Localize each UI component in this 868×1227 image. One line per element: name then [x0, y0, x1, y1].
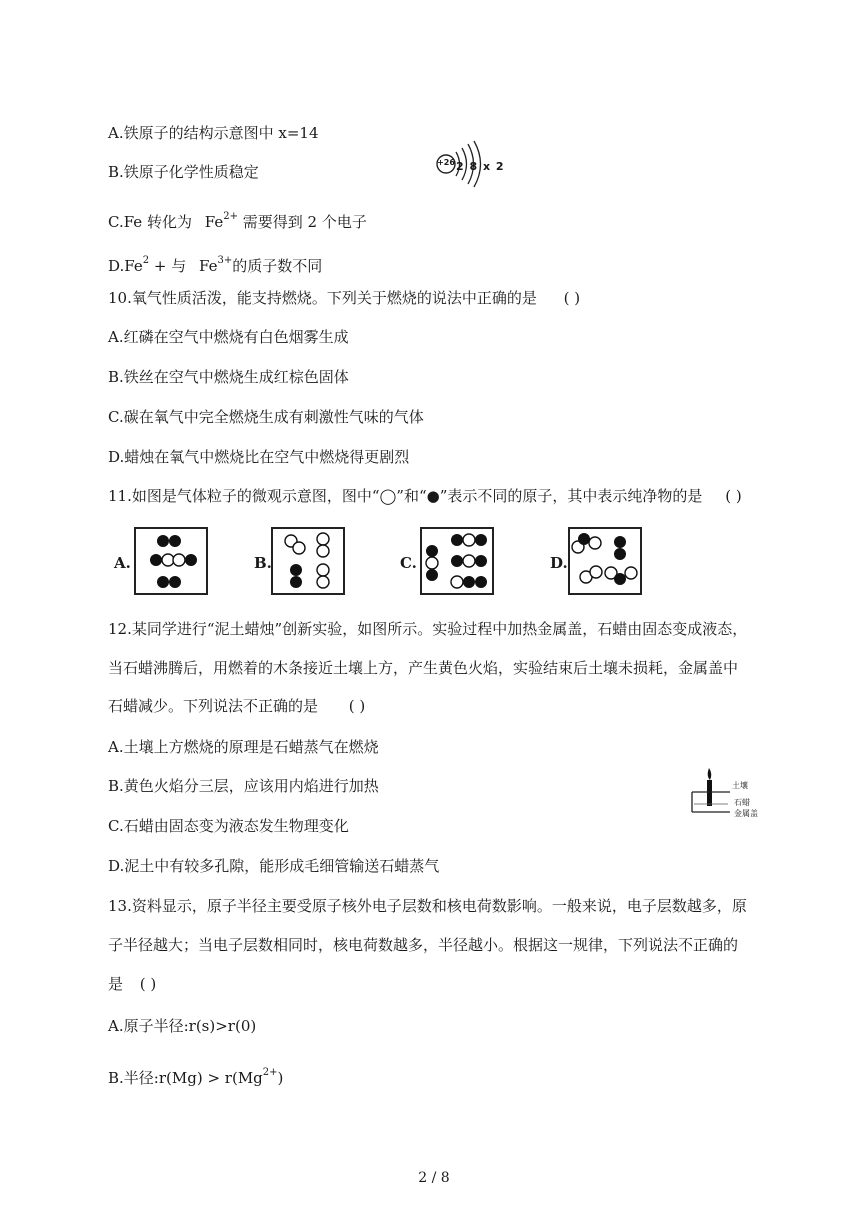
white-atom — [317, 545, 329, 557]
q9-option-d-charge2: 3+ — [217, 255, 233, 266]
white-atom — [463, 534, 475, 546]
flame-shape — [708, 768, 712, 780]
q12-option-a: A.土壤上方燃烧的原理是石蜡蒸气在燃烧 — [108, 738, 379, 756]
black-atom — [426, 569, 438, 581]
q10-option-a: A.红磷在空气中燃烧有白色烟雾生成 — [108, 328, 349, 346]
q11-label-a: A. — [114, 554, 131, 572]
q9-option-d-post: 的质子数不同 — [232, 257, 323, 275]
q9-option-d-mid: + 与 — [153, 257, 187, 275]
black-atom — [614, 548, 626, 560]
black-atom — [451, 555, 463, 567]
q10-stem — [108, 287, 580, 309]
black-atom — [290, 576, 302, 588]
q10-answer-paren: ( ) — [563, 289, 581, 307]
white-atom — [293, 542, 305, 554]
black-atom — [475, 555, 487, 567]
q9-option-a: A.铁原子的结构示意图中 x=14 — [108, 124, 319, 142]
white-atom — [317, 564, 329, 576]
q12-option-b: B.黄色火焰分三层，应该用内焰进行加热 — [108, 777, 379, 795]
q9-option-d-ion: Fe — [199, 257, 218, 275]
q13-line-3 — [108, 973, 156, 995]
q11-stem — [108, 485, 742, 507]
q13-option-b-pre: B.半径: — [108, 1069, 159, 1087]
black-atom — [463, 576, 475, 588]
q11-label-c: C. — [400, 554, 417, 572]
white-atom — [589, 537, 601, 549]
q13-line-2: 子半径越大；当电子层数相同时，核电荷数越多，半径越小。根据这一规律，下列说法不正确的 — [108, 936, 739, 954]
q13-line-3-text: 是 — [108, 975, 124, 993]
white-atom — [463, 555, 475, 567]
q9-option-d — [108, 250, 322, 277]
black-atom — [578, 533, 590, 545]
q13-option-b-charge: 2+ — [262, 1067, 278, 1078]
particle-box-c — [420, 527, 494, 595]
q9-option-b: B.铁原子化学性质稳定 — [108, 163, 259, 181]
fig-label-wax: 石蜡 — [734, 798, 750, 807]
q11-stem-text: 11.如图是气体粒子的微观示意图，图中“◯”和“●”表示不同的原子，其中表示纯净物的是 — [108, 487, 703, 505]
atom-shell-label: 2 8 x 2 — [456, 160, 505, 173]
q11-label-d: D. — [550, 554, 568, 572]
q13-option-a: A.原子半径:r(s)>r(0) — [108, 1017, 257, 1035]
q10-option-d: D.蜡烛在氧气中燃烧比在空气中燃烧得更剧烈 — [108, 448, 410, 466]
fig-label-soil: 土壤 — [732, 781, 748, 790]
mud-candle-apparatus — [686, 768, 734, 820]
q13-option-b-close: ) — [277, 1069, 284, 1087]
black-atom — [185, 554, 197, 566]
white-atom — [590, 566, 602, 578]
black-atom — [169, 576, 181, 588]
q12-line-2: 当石蜡沸腾后，用燃着的木条接近土壤上方，产生黄色火焰，实验结束后土壤未损耗，金属盖中 — [108, 659, 739, 677]
q12-line-1: 12.某同学进行“泥土蜡烛”创新实验，如图所示。实验过程中加热金属盖，石蜡由固态变成液态， — [108, 620, 748, 638]
q10-option-b: B.铁丝在空气中燃烧生成红棕色固体 — [108, 368, 349, 386]
white-atom — [162, 554, 174, 566]
atom-nucleus-label: +26 — [437, 158, 455, 167]
q12-option-d: D.泥土中有较多孔隙，能形成毛细管输送石蜡蒸气 — [108, 857, 440, 875]
q13-answer-paren: ( ) — [139, 975, 157, 993]
q13-line-1: 13.资料显示，原子半径主要受原子核外电子层数和核电荷数影响。一般来说，电子层数越多，原 — [108, 897, 747, 915]
black-atom — [157, 576, 169, 588]
soil-column — [707, 780, 712, 806]
white-atom — [317, 533, 329, 545]
black-atom — [614, 573, 626, 585]
q9-option-d-charge1: 2 — [142, 255, 150, 266]
black-atom — [614, 536, 626, 548]
q10-stem-text: 10.氧气性质活泼，能支持燃烧。下列关于燃烧的说法中正确的是 — [108, 289, 537, 307]
black-atom — [426, 545, 438, 557]
q13-option-b — [108, 1062, 283, 1089]
black-atom — [290, 564, 302, 576]
q9-option-c-ion: Fe — [204, 213, 224, 231]
particle-box-b — [271, 527, 345, 595]
black-atom — [150, 554, 162, 566]
q9-option-c-post: 需要得到 2 个电子 — [242, 213, 367, 231]
q9-option-c-pre: C.Fe 转化为 — [108, 213, 192, 231]
q12-answer-paren: ( ) — [348, 697, 366, 715]
q9-option-c-charge: 2+ — [223, 211, 238, 222]
q12-line-3-text: 石蜡减少。下列说法不正确的是 — [108, 697, 319, 715]
black-atom — [451, 534, 463, 546]
q11-label-b: B. — [254, 554, 272, 572]
q9-option-d-pre: D.Fe — [108, 257, 143, 275]
white-atom — [426, 557, 438, 569]
particle-box-d — [568, 527, 642, 595]
q12-line-3 — [108, 695, 365, 717]
particle-box-a — [134, 527, 208, 595]
white-atom — [625, 567, 637, 579]
black-atom — [475, 576, 487, 588]
q11-answer-paren: ( ) — [725, 487, 742, 505]
white-atom — [317, 576, 329, 588]
q12-option-c: C.石蜡由固态变为液态发生物理变化 — [108, 817, 349, 835]
black-atom — [157, 535, 169, 547]
q13-option-b-expr: r(Mg) > r(Mg — [158, 1069, 263, 1087]
black-atom — [475, 534, 487, 546]
page-indicator: 2 / 8 — [418, 1170, 450, 1186]
fig-label-metal-lid: 金属盖 — [734, 809, 758, 818]
q9-option-c — [108, 206, 367, 233]
q10-option-c: C.碳在氧气中完全燃烧生成有刺激性气味的气体 — [108, 408, 424, 426]
white-atom — [173, 554, 185, 566]
white-atom — [451, 576, 463, 588]
black-atom — [169, 535, 181, 547]
